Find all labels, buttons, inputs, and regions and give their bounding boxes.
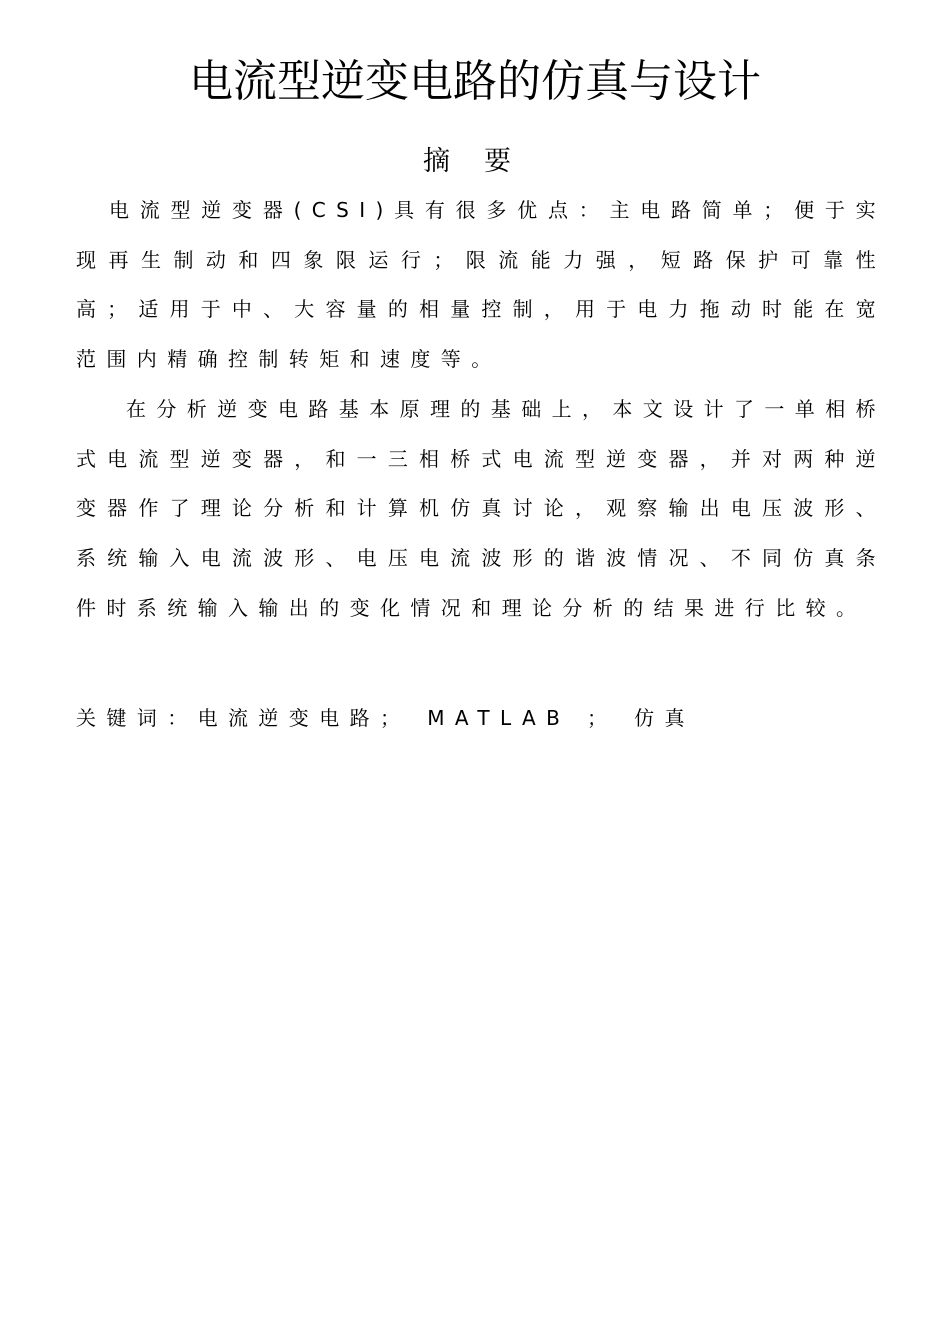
keyword-item: 电流逆变电路	[197, 706, 381, 730]
abstract-paragraph-2: 在分析逆变电路基本原理的基础上，本文设计了一单相桥式电流型逆变器，和一三相桥式电流型逆变器，并对两种逆变器作了理论分析和计算机仿真讨论，观察输出电压波形、系统输入电流波形、电压电流波形的谐波情况、不同仿真条件时系统输入输出的变化情况和理论分析的结果进行比较。	[76, 397, 886, 620]
abstract-heading: 摘要	[423, 146, 545, 177]
document-title: 电流型逆变电路的仿真与设计	[189, 56, 761, 107]
keyword-separator: ；	[586, 706, 618, 730]
keywords-line	[76, 702, 886, 734]
keyword-separator: ；	[380, 706, 411, 730]
keyword-item: 仿真	[634, 706, 695, 730]
keywords-label: 关键词：	[76, 706, 198, 730]
keyword-item: MATLAB	[427, 706, 571, 730]
abstract-paragraph-1: 电流型逆变器(CSI)具有很多优点：主电路简单；便于实现再生制动和四象限运行；限流能力强，短路保护可靠性高；适用于中、大容量的相量控制，用于电力拖动时能在宽范围内精确控制转矩和速度等。	[76, 198, 886, 372]
